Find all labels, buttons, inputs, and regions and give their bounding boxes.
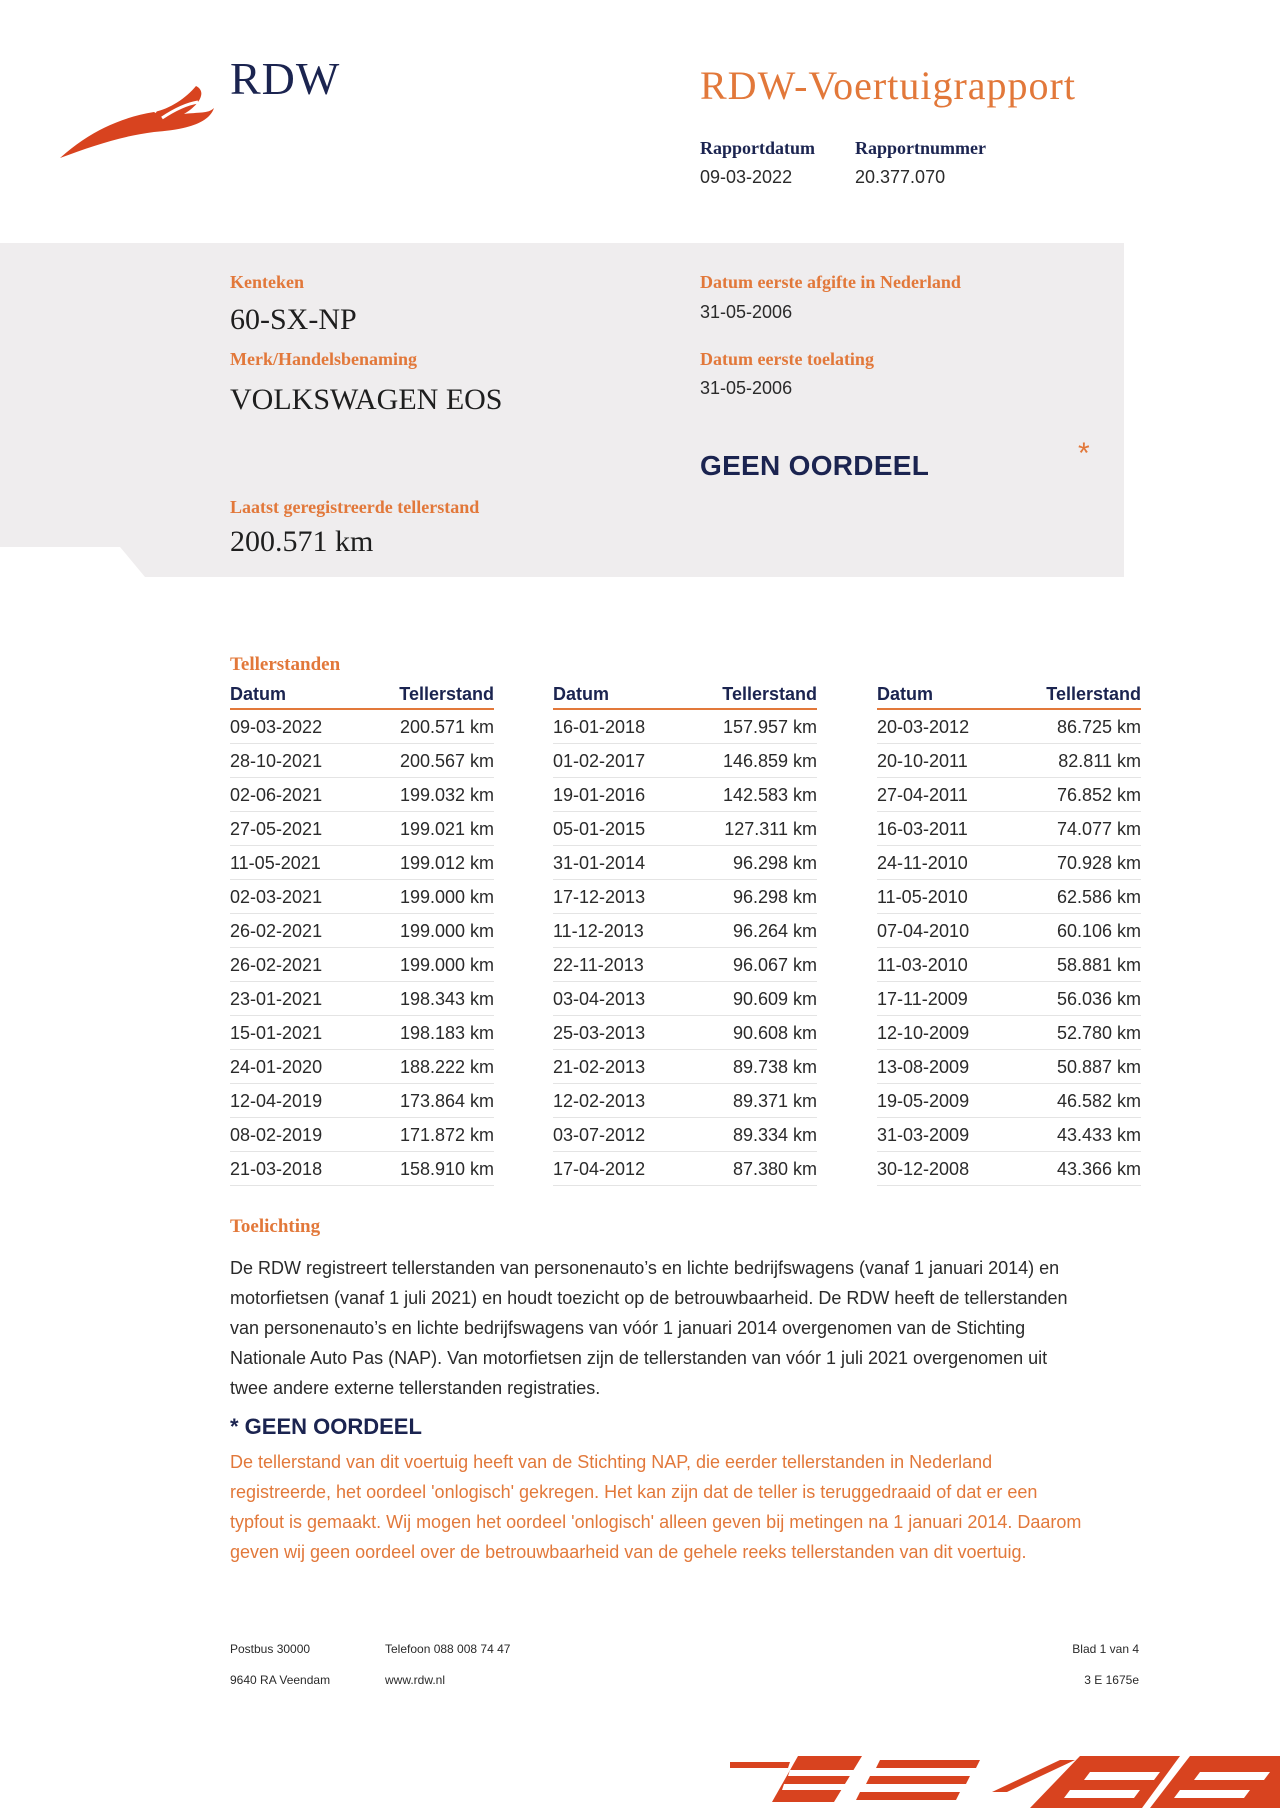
row-km: 200.567 km (399, 751, 494, 771)
row-km: 127.311 km (724, 819, 817, 839)
row-date: 11-03-2010 (877, 955, 968, 975)
row-km: 199.000 km (399, 955, 494, 975)
footer-postbus: Postbus 30000 (230, 1642, 311, 1656)
table-row (553, 846, 817, 880)
row-km: 96.067 km (732, 955, 817, 975)
table-row (553, 1016, 817, 1050)
row-date: 13-08-2009 (877, 1057, 970, 1077)
row-date: 26-02-2021 (230, 921, 323, 941)
row-km: 200.571 km (399, 717, 494, 737)
table-row (877, 1084, 1141, 1118)
table-row (553, 914, 817, 948)
row-km: 188.222 km (399, 1057, 494, 1077)
row-km: 82.811 km (1058, 751, 1141, 771)
row-date: 11-05-2021 (230, 853, 321, 873)
table-row (877, 880, 1141, 914)
row-km: 199.032 km (399, 785, 494, 805)
merk-value: VOLKSWAGEN EOS (230, 383, 503, 416)
teller-value: 200.571 km (230, 525, 374, 558)
rdw-bird-icon (58, 78, 218, 160)
row-km: 96.264 km (732, 921, 817, 941)
row-date: 28-10-2021 (230, 751, 323, 771)
row-date: 26-02-2021 (230, 955, 323, 975)
table-row (553, 1152, 817, 1186)
table-row (230, 1050, 494, 1084)
verdict-asterisk: * (1078, 437, 1090, 470)
table-row (230, 1152, 494, 1186)
rapportnummer-value: 20.377.070 (855, 167, 946, 187)
tellerstanden-table-1 (230, 684, 494, 1186)
kenteken-label: Kenteken (230, 272, 304, 292)
row-km: 198.343 km (399, 989, 494, 1009)
row-km: 158.910 km (399, 1159, 494, 1179)
table-row (230, 914, 494, 948)
table-row (553, 1118, 817, 1152)
row-km: 70.928 km (1056, 853, 1141, 873)
row-km: 89.371 km (732, 1091, 817, 1111)
afgifte-label: Datum eerste afgifte in Nederland (700, 272, 961, 292)
row-date: 03-04-2013 (553, 989, 646, 1009)
row-date: 02-06-2021 (230, 785, 323, 805)
row-date: 11-05-2010 (877, 887, 968, 907)
teller-label: Laatst geregistreerde tellerstand (230, 497, 480, 517)
row-date: 16-01-2018 (553, 717, 646, 737)
toelichting-line: twee andere externe tellerstanden registraties. (230, 1378, 601, 1398)
row-km: 58.881 km (1056, 955, 1141, 975)
table-row (553, 982, 817, 1016)
row-date: 31-03-2009 (877, 1125, 970, 1145)
row-date: 08-02-2019 (230, 1125, 323, 1145)
row-date: 17-04-2012 (553, 1159, 646, 1179)
row-km: 89.738 km (732, 1057, 817, 1077)
table-row (877, 1016, 1141, 1050)
table-row (877, 914, 1141, 948)
row-km: 50.887 km (1056, 1057, 1141, 1077)
row-date: 15-01-2021 (230, 1023, 323, 1043)
table-row (877, 778, 1141, 812)
row-km: 199.000 km (399, 887, 494, 907)
kenteken-value: 60-SX-NP (230, 303, 357, 336)
row-km: 96.298 km (732, 853, 817, 873)
row-km: 142.583 km (722, 785, 817, 805)
row-km: 43.366 km (1056, 1159, 1141, 1179)
col-tellerstand-header: Tellerstand (1046, 684, 1141, 704)
row-km: 87.380 km (732, 1159, 817, 1179)
col-tellerstand-header: Tellerstand (722, 684, 817, 704)
table-row (230, 812, 494, 846)
rapportdatum-label: Rapportdatum (700, 138, 816, 158)
table-row (877, 710, 1141, 744)
row-date: 17-12-2013 (553, 887, 646, 907)
stripes-decoration-icon (730, 1752, 1280, 1812)
toelating-value: 31-05-2006 (700, 378, 793, 398)
table-row (553, 778, 817, 812)
row-date: 02-03-2021 (230, 887, 323, 907)
row-date: 21-02-2013 (553, 1057, 646, 1077)
rdw-logo (58, 78, 218, 160)
table-row (553, 1084, 817, 1118)
row-date: 09-03-2022 (230, 717, 323, 737)
row-km: 173.864 km (399, 1091, 494, 1111)
table-row (553, 880, 817, 914)
row-km: 199.012 km (399, 853, 494, 873)
row-date: 20-10-2011 (877, 751, 968, 771)
toelichting-line: motorfietsen (vanaf 1 juli 2021) en houdt toezicht op de betrouwbaarheid. De RDW heeft de tellerstanden (230, 1288, 1068, 1308)
row-date: 12-04-2019 (230, 1091, 323, 1111)
row-km: 60.106 km (1056, 921, 1141, 941)
table-row (877, 744, 1141, 778)
table-row (553, 812, 817, 846)
toelichting-line: De RDW registreert tellerstanden van personenauto’s en lichte bedrijfswagens (vanaf 1 januari 2014) en (230, 1258, 1060, 1278)
row-date: 12-10-2009 (877, 1023, 970, 1043)
table-row (230, 982, 494, 1016)
logo-text: RDW (230, 53, 341, 104)
toelichting-line: van personenauto’s en lichte bedrijfswagens van vóór 1 januari 2014 overgenomen van de Stichting (230, 1318, 1026, 1338)
table-row (230, 846, 494, 880)
row-date: 24-11-2010 (877, 853, 968, 873)
table-row (877, 948, 1141, 982)
verdict-explanation-text (230, 1447, 1150, 1567)
table-row (877, 1118, 1141, 1152)
table-row (230, 710, 494, 744)
table-header (230, 684, 494, 710)
row-date: 03-07-2012 (553, 1125, 646, 1145)
row-km: 199.000 km (399, 921, 494, 941)
row-date: 21-03-2018 (230, 1159, 323, 1179)
row-date: 27-05-2021 (230, 819, 323, 839)
table-row (553, 744, 817, 778)
toelichting-title: Toelichting (230, 1216, 321, 1237)
row-date: 01-02-2017 (553, 751, 646, 771)
row-km: 157.957 km (722, 717, 817, 737)
row-date: 31-01-2014 (553, 853, 646, 873)
footer-city: 9640 RA Veendam (230, 1673, 331, 1687)
table-row (877, 982, 1141, 1016)
row-date: 27-04-2011 (877, 785, 968, 805)
verdict-text: GEEN OORDEEL (700, 450, 930, 481)
table-row (553, 1050, 817, 1084)
row-date: 19-05-2009 (877, 1091, 970, 1111)
table-row (230, 778, 494, 812)
row-km: 46.582 km (1056, 1091, 1141, 1111)
col-tellerstand-header: Tellerstand (399, 684, 494, 704)
row-km: 74.077 km (1056, 819, 1141, 839)
row-date: 07-04-2010 (877, 921, 970, 941)
row-km: 62.586 km (1056, 887, 1141, 907)
tellerstanden-table-3 (877, 684, 1141, 1186)
row-date: 19-01-2016 (553, 785, 646, 805)
toelichting-line: Nationale Auto Pas (NAP). Van motorfietsen zijn de tellerstanden van vóór 1 juli 2021 overgenomen uit (230, 1348, 1048, 1368)
row-date: 12-02-2013 (553, 1091, 646, 1111)
row-date: 11-12-2013 (553, 921, 644, 941)
table-header (877, 684, 1141, 710)
rapportdatum-value: 09-03-2022 (700, 167, 793, 187)
row-km: 96.298 km (732, 887, 817, 907)
row-km: 171.872 km (399, 1125, 494, 1145)
footer-code: 3 E 1675e (1084, 1673, 1139, 1687)
verdict-line: geven wij geen oordeel over de betrouwbaarheid van de gehele reeks tellerstanden van dit voertuig. (230, 1542, 1027, 1562)
report-title: RDW-Voertuigrapport (700, 63, 1076, 108)
summary-panel (0, 243, 1124, 577)
table-row (553, 710, 817, 744)
row-km: 198.183 km (399, 1023, 494, 1043)
table-row (877, 1152, 1141, 1186)
footer-page-number: Blad 1 van 4 (1072, 1642, 1139, 1656)
verdict-explanation-title: * GEEN OORDEEL (230, 1414, 422, 1439)
row-km: 90.608 km (732, 1023, 817, 1043)
table-row (553, 948, 817, 982)
table-row (230, 880, 494, 914)
table-row (230, 744, 494, 778)
footer-website[interactable]: www.rdw.nl (385, 1673, 446, 1687)
row-date: 20-03-2012 (877, 717, 970, 737)
rapportnummer-label: Rapportnummer (855, 138, 986, 158)
tellerstanden-table-2 (553, 684, 817, 1186)
row-date: 17-11-2009 (877, 989, 968, 1009)
row-km: 52.780 km (1056, 1023, 1141, 1043)
row-date: 05-01-2015 (553, 819, 646, 839)
row-km: 86.725 km (1056, 717, 1141, 737)
tellerstanden-title: Tellerstanden (230, 654, 341, 675)
table-row (230, 948, 494, 982)
row-km: 56.036 km (1056, 989, 1141, 1009)
decorative-stripes (730, 1752, 1280, 1812)
row-km: 89.334 km (732, 1125, 817, 1145)
table-row (230, 1084, 494, 1118)
col-datum-header: Datum (877, 684, 934, 704)
verdict-line: De tellerstand van dit voertuig heeft van de Stichting NAP, die eerder tellerstanden in Nederland (230, 1452, 993, 1472)
row-date: 24-01-2020 (230, 1057, 323, 1077)
table-row (230, 1118, 494, 1152)
merk-label: Merk/Handelsbenaming (230, 349, 418, 369)
table-row (877, 1050, 1141, 1084)
row-km: 199.021 km (399, 819, 494, 839)
table-row (877, 812, 1141, 846)
table-row (230, 1016, 494, 1050)
row-date: 23-01-2021 (230, 989, 323, 1009)
row-km: 76.852 km (1056, 785, 1141, 805)
row-date: 16-03-2011 (877, 819, 968, 839)
verdict-line: registreerde, het oordeel 'onlogisch' gekregen. Het kan zijn dat de teller is teruggedraaid of dat er een (230, 1482, 1038, 1502)
afgifte-value: 31-05-2006 (700, 302, 793, 322)
footer-telefoon: Telefoon 088 008 74 47 (385, 1642, 511, 1656)
toelichting-text (230, 1253, 1150, 1403)
row-km: 43.433 km (1056, 1125, 1141, 1145)
table-row (877, 846, 1141, 880)
col-datum-header: Datum (230, 684, 287, 704)
row-date: 25-03-2013 (553, 1023, 646, 1043)
row-date: 30-12-2008 (877, 1159, 970, 1179)
row-date: 22-11-2013 (553, 955, 644, 975)
col-datum-header: Datum (553, 684, 610, 704)
row-km: 146.859 km (722, 751, 817, 771)
table-header (553, 684, 817, 710)
toelating-label: Datum eerste toelating (700, 349, 874, 369)
row-km: 90.609 km (732, 989, 817, 1009)
verdict-line: typfout is gemaakt. Wij mogen het oordeel 'onlogisch' alleen geven bij metingen na 1 januari 2014. Daarom (230, 1512, 1082, 1532)
